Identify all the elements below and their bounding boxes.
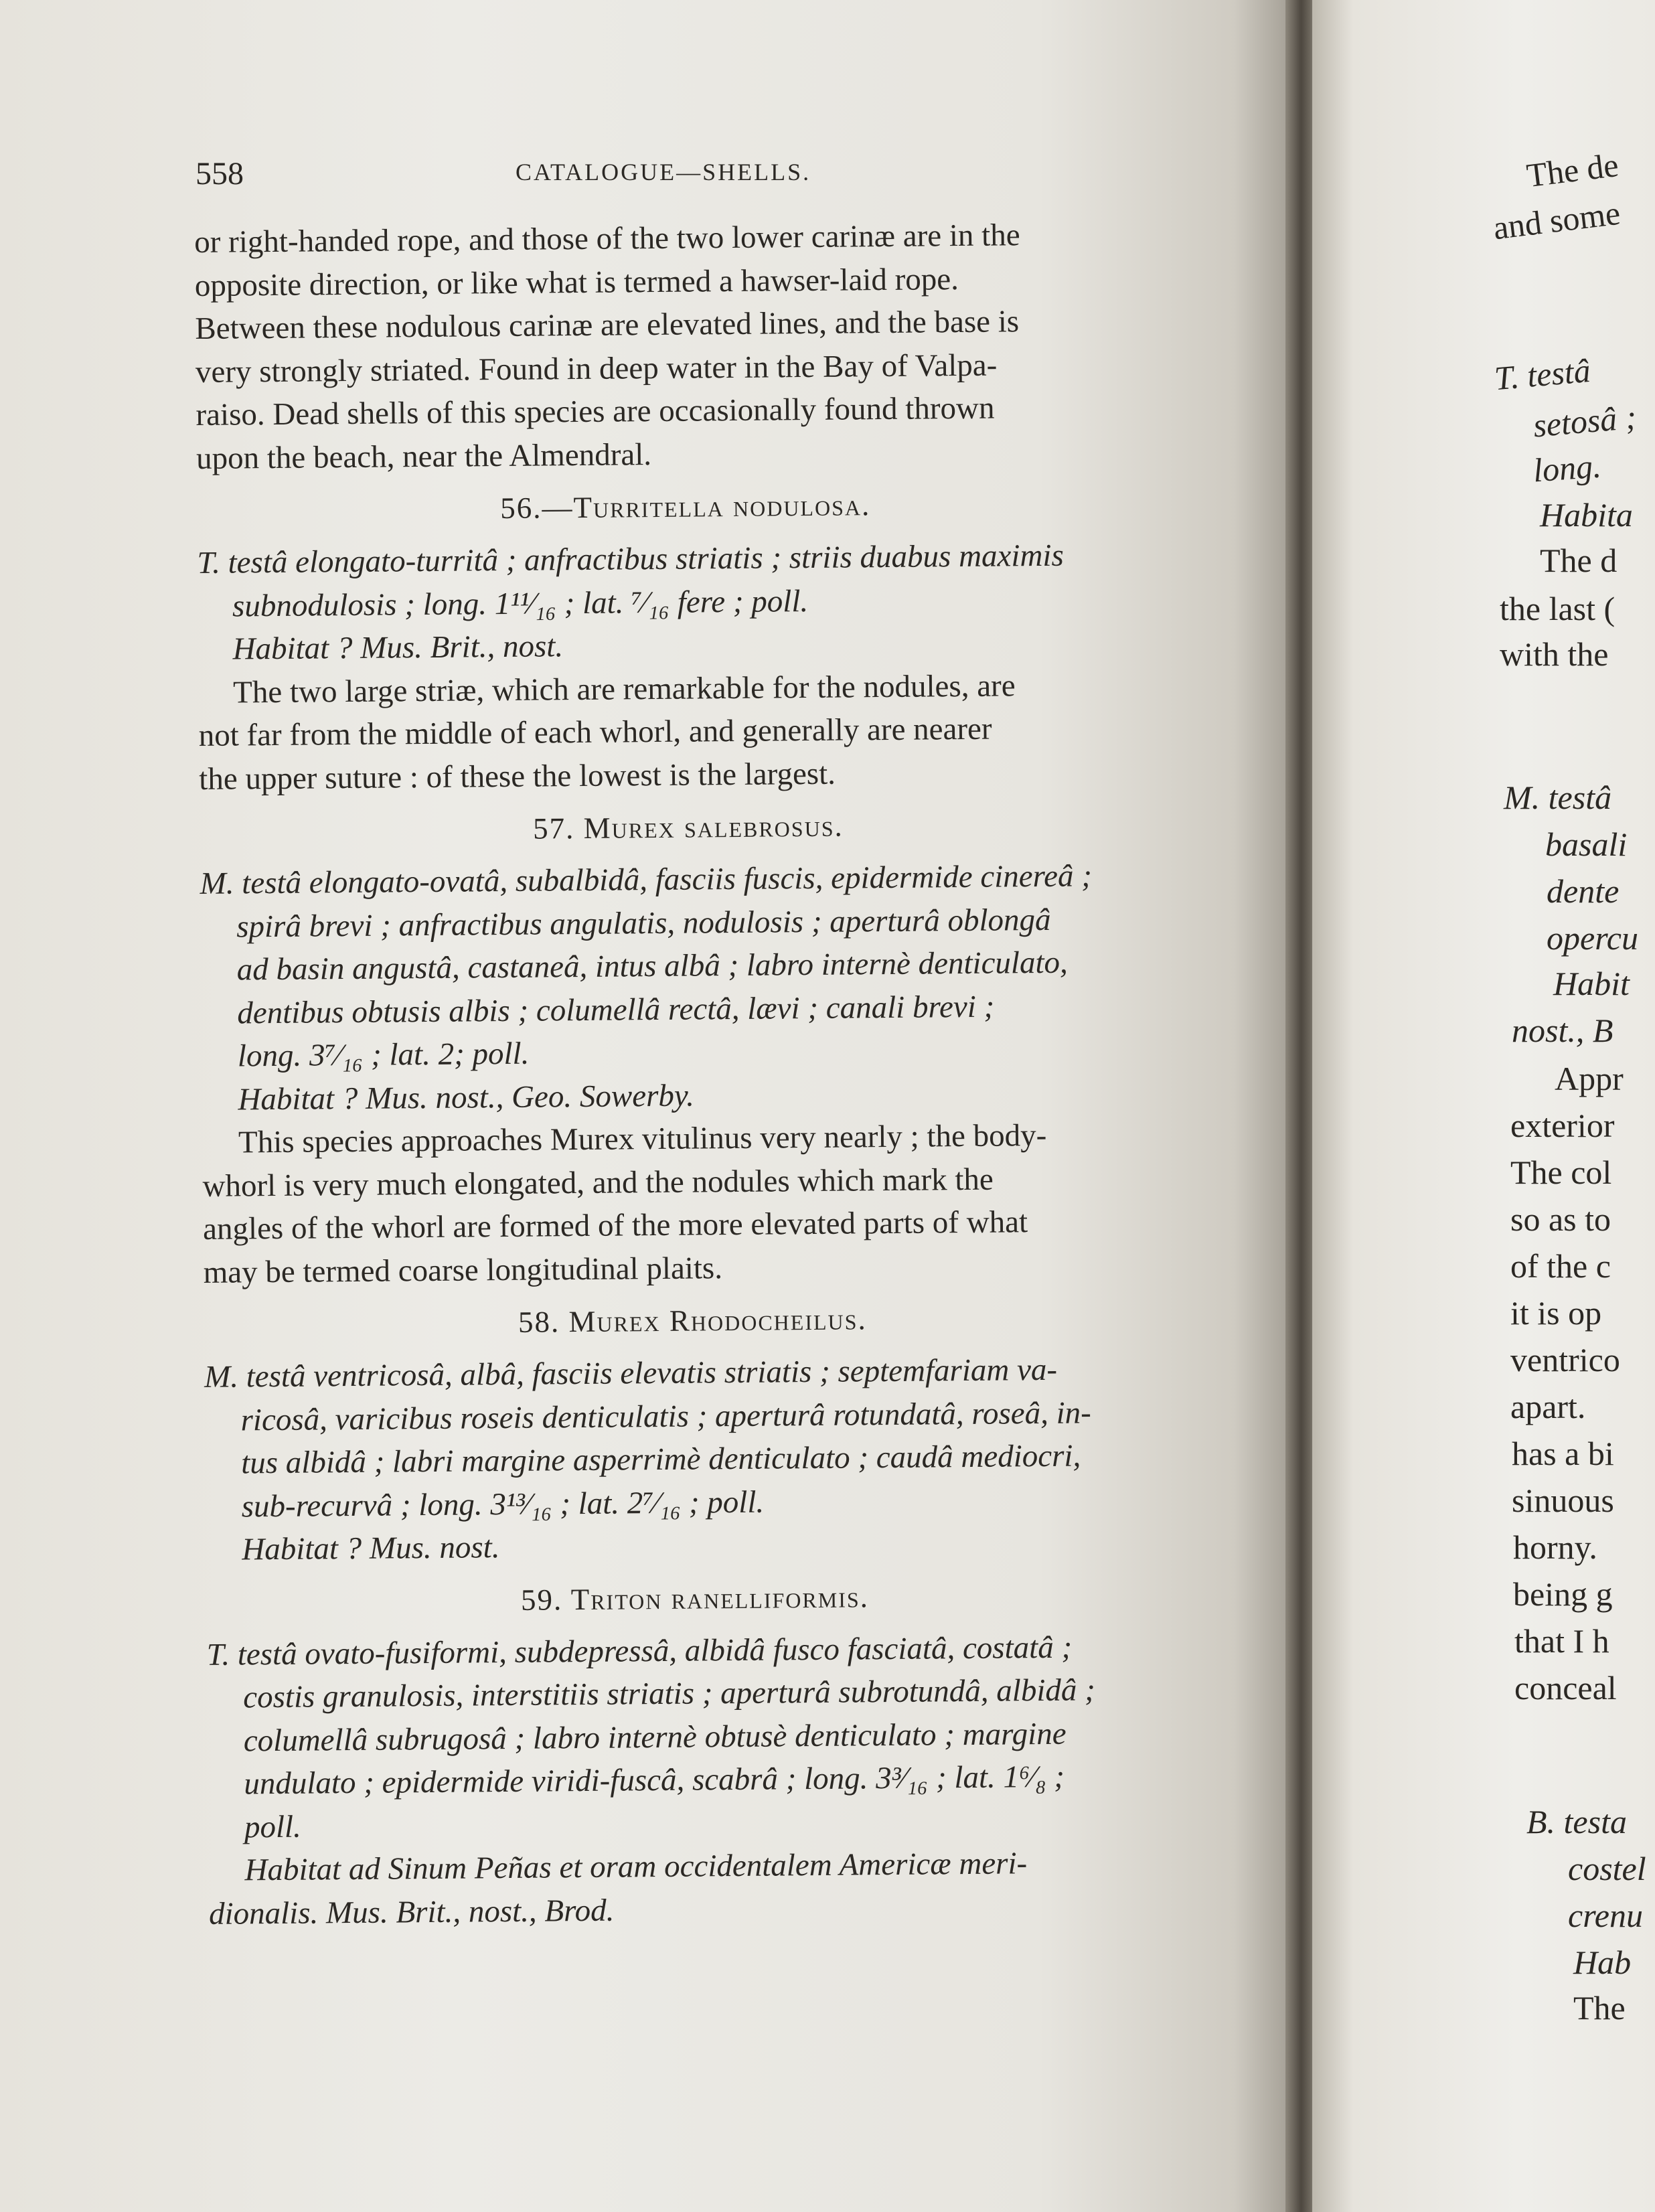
right-fragment: the last ( [1500, 590, 1615, 627]
right-fragment: apart. [1510, 1388, 1586, 1425]
right-fragment: of the c [1510, 1247, 1611, 1285]
right-fragment: The de [1524, 145, 1621, 195]
right-fragment: dente [1547, 872, 1620, 910]
intro-line: raiso. Dead shells of this species are occasionally found thrown [195, 390, 995, 432]
latin-description: M. testâ ventricosâ, albâ, fasciis elevatis striatis ; septemfariam va- [204, 1352, 1058, 1395]
latin-description: dentibus obtusis albis ; columellâ rectâ, lævi ; canali brevi ; [237, 989, 995, 1030]
right-fragment: crenu [1568, 1897, 1643, 1934]
right-fragment: The d [1540, 542, 1618, 579]
latin-description: costis granulosis, interstitiis striatis ; aperturâ subrotundâ, albidâ ; [243, 1672, 1096, 1715]
body-line: may be termed coarse longitudinal plaits. [203, 1250, 723, 1290]
entry-heading-59: 59. Triton ranelliformis. [520, 1579, 870, 1617]
right-fragment: sinuous [1512, 1482, 1614, 1519]
latin-description: subnodulosis ; long. 1¹¹⁄₁₆ ; lat. ⁷⁄₁₆ fere ; poll. [232, 583, 809, 624]
latin-description: M. testâ elongato-ovatâ, subalbidâ, fasciis fuscis, epidermide cinereâ ; [200, 858, 1093, 901]
running-title: CATALOGUE—SHELLS. [516, 159, 811, 185]
habitat-line: dionalis. Mus. Brit., nost., Brod. [208, 1893, 615, 1931]
latin-description: poll. [244, 1809, 302, 1844]
intro-line: opposite direction, or like what is termed a hawser-laid rope. [194, 261, 959, 303]
latin-description: ad basin angustâ, castaneâ, intus albâ ; labro internè denticulato, [236, 945, 1069, 988]
page-number: 558 [195, 156, 244, 191]
intro-line: upon the beach, near the Almendral. [195, 437, 652, 476]
catalogue-text [194, 212, 1186, 1936]
latin-description: T. testâ ovato-fusiformi, subdepressâ, albidâ fusco fasciatâ, costatâ ; [206, 1630, 1073, 1672]
intro-line: Between these nodulous carinæ are elevated lines, and the base is [195, 304, 1020, 346]
latin-description: ricosâ, varicibus roseis denticulatis ; aperturâ rotundatâ, roseâ, in- [240, 1395, 1092, 1437]
entry-heading-58: 58. Murex Rhodocheilus. [518, 1302, 867, 1339]
right-fragment: it is op [1510, 1294, 1602, 1332]
habitat-line: Habitat ? Mus. Brit., nost. [232, 629, 564, 667]
right-fragment: with the [1500, 635, 1609, 673]
latin-description: long. 3⁷⁄₁₆ ; lat. 2; poll. [237, 1036, 530, 1074]
right-fragment: M. testâ [1504, 779, 1612, 816]
latin-description: columellâ subrugosâ ; labro internè obtusè denticulato ; margine [243, 1716, 1067, 1758]
right-fragment: has a bi [1512, 1435, 1614, 1472]
right-fragment: Habit [1553, 965, 1630, 1002]
right-fragment: costel [1568, 1850, 1646, 1887]
latin-description: sub-recurvâ ; long. 3¹³⁄₁₆ ; lat. 2⁷⁄₁₆ ; poll. [241, 1484, 765, 1524]
latin-description: undulato ; epidermide viridi-fuscâ, scabrâ ; long. 3³⁄₁₆ ; lat. 1⁶⁄₈ ; [244, 1759, 1065, 1802]
right-fragment: T. testâ [1492, 351, 1592, 398]
right-fragment: B. testa [1526, 1803, 1627, 1840]
body-line: whorl is very much elongated, and the nodules which mark the [202, 1162, 994, 1204]
right-fragment: being g [1513, 1575, 1613, 1613]
right-fragment: opercu [1547, 919, 1638, 957]
body-line: angles of the whorl are formed of the more elevated parts of what [202, 1204, 1028, 1247]
right-fragment: The [1573, 1989, 1626, 2027]
right-fragment: and some [1491, 193, 1622, 247]
body-line: not far from the middle of each whorl, and generally are nearer [198, 711, 992, 753]
intro-line: or right-handed rope, and those of the two lower carinæ are in the [194, 218, 1020, 260]
right-fragment: Habita [1540, 496, 1633, 534]
right-fragment: setosâ ; [1531, 398, 1638, 445]
right-fragment: that I h [1514, 1622, 1609, 1660]
habitat-line: Habitat ? Mus. nost., Geo. Sowerby. [238, 1078, 695, 1117]
body-line: The two large striæ, which are remarkable for the nodules, are [232, 667, 1016, 710]
right-fragment: conceal [1514, 1669, 1617, 1707]
page-header [195, 155, 1160, 198]
right-fragment: Appr [1555, 1060, 1624, 1097]
body-line: the upper suture : of these the lowest is the largest. [199, 756, 836, 797]
right-page [1312, 0, 1655, 2212]
habitat-line: Habitat ? Mus. nost. [242, 1530, 500, 1567]
right-fragment: The col [1510, 1154, 1612, 1191]
right-fragment: nost., B [1512, 1012, 1613, 1049]
body-line: This species approaches Murex vitulinus very nearly ; the body- [238, 1117, 1047, 1160]
latin-description: spirâ brevi ; anfractibus angulatis, nodulosis ; aperturâ oblongâ [236, 902, 1051, 944]
habitat-line: Habitat ad Sinum Peñas et oram occidentalem Americæ meri- [244, 1846, 1028, 1888]
entry-heading-56: 56.—Turritella nodulosa. [500, 488, 871, 526]
right-fragment: long. [1532, 447, 1603, 489]
right-fragment: ventrico [1510, 1341, 1620, 1378]
entry-heading-57: 57. Murex salebrosus. [532, 809, 844, 846]
right-fragment: exterior [1510, 1107, 1615, 1144]
right-fragment: basali [1545, 825, 1628, 863]
right-fragment: so as to [1510, 1200, 1611, 1238]
latin-description: tus albidâ ; labri margine asperrimè denticulato ; caudâ mediocri, [240, 1438, 1081, 1481]
intro-line: very strongly striated. Found in deep water in the Bay of Valpa- [195, 347, 998, 390]
latin-description: T. testâ elongato-turritâ ; anfractibus striatis ; striis duabus maximis [197, 538, 1064, 580]
right-fragment: horny. [1513, 1528, 1597, 1566]
right-fragment: Hab [1573, 1944, 1632, 1981]
